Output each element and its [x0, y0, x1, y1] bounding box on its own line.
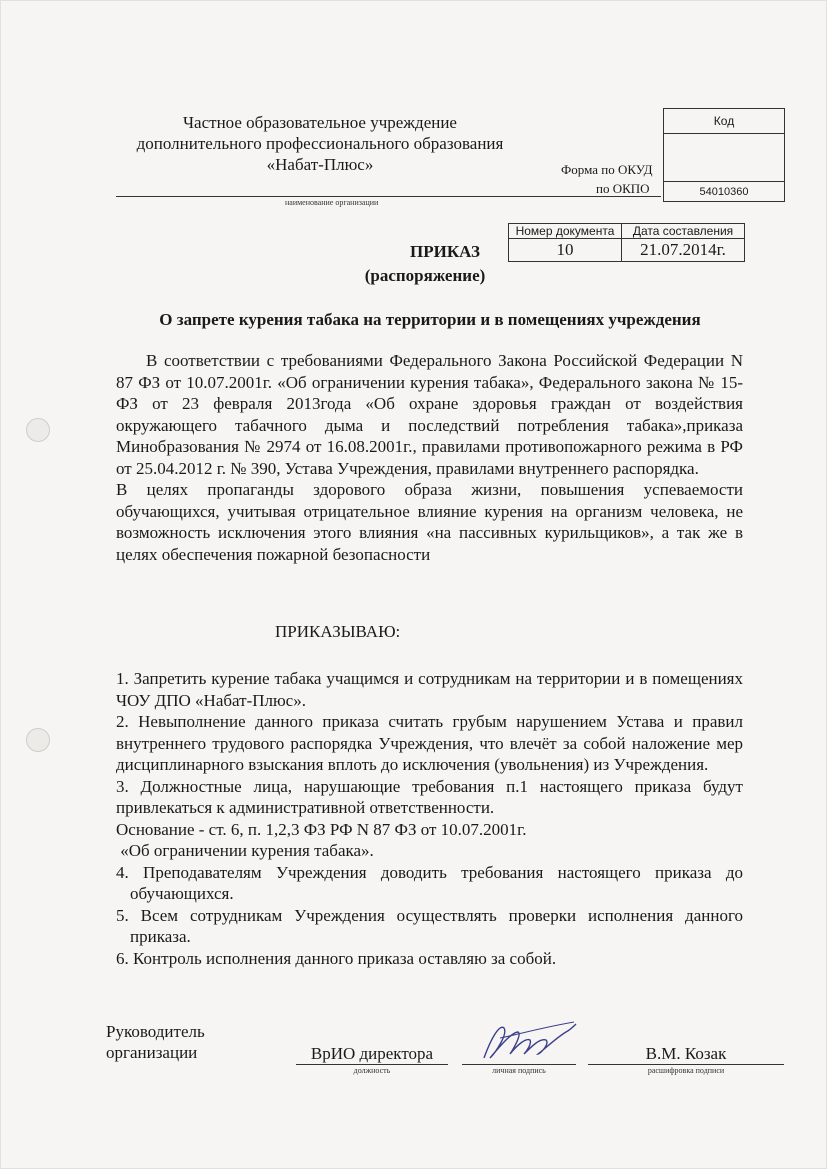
- order-basis-law: «Об ограничении курения табака».: [116, 841, 374, 860]
- order-word: ПРИКАЗЫВАЮ:: [275, 622, 401, 641]
- order-item-6: 6. Контроль исполнения данного приказа оставляю за собой.: [116, 948, 557, 968]
- codes-table: [663, 108, 785, 202]
- doc-meta-table: [508, 223, 745, 262]
- okpo-value: 54010360: [664, 182, 785, 202]
- position-line: [296, 1064, 448, 1065]
- kod-header: Код: [664, 109, 785, 134]
- order-item-2: 2. Невыполнение данного приказа считать грубым нарушением Устава и правил внутреннего трудового распорядка Учреждения, что влечёт за собой наложение мер дисциплинарного взыскания вплоть до исключения (увольнения) из Учреждения.: [116, 712, 743, 774]
- punch-hole-top: [26, 418, 50, 442]
- doc-number-header: Номер документа: [509, 224, 622, 239]
- order-subtitle: (распоряжение): [364, 266, 486, 285]
- signatory-role-line-1: Руководитель: [106, 1022, 205, 1041]
- org-line-2: дополнительного профессионального образования: [136, 134, 504, 153]
- preamble-paragraph-1: В соответствии с требованиями Федерального Закона Российской Федерации N 87 ФЗ от 10.07.2001г. «Об ограничении курения табака», Федерального закона № 15-ФЗ от 23 февраля 2013года «Об охране здоровья граждан от воздействия окружающего табачного дыма и последствий потребления табака»,приказа Минобразования № 2974 от 16.08.2001г., правилами противопожарного режима в РФ от 25.04.2012 г. № 390, Устава Учреждения, правилами внутреннего распорядка.: [116, 351, 743, 478]
- org-underline: [116, 196, 661, 197]
- order-subject: О запрете курения табака на территории и в помещениях учреждения: [159, 310, 701, 329]
- order-items: [116, 668, 743, 969]
- preamble: [116, 350, 743, 565]
- order-item-4: 4. Преподавателям Учреждения доводить требования настоящего приказа до обучающихся.: [116, 862, 743, 903]
- doc-number: 10: [509, 239, 622, 262]
- signature-caption: личная подпись: [492, 1066, 546, 1075]
- organization-name: [100, 112, 540, 175]
- order-basis: Основание - ст. 6, п. 1,2,3 ФЗ РФ N 87 ФЗ от 10.07.2001г.: [116, 819, 527, 839]
- org-caption: наименование организации: [285, 198, 379, 207]
- org-line-3: «Набат-Плюс»: [266, 155, 374, 174]
- signatory-name: В.М. Козак: [645, 1044, 727, 1063]
- order-item-5: 5. Всем сотрудникам Учреждения осуществлять проверки исполнения данного приказа.: [116, 905, 743, 946]
- signatory-position: ВрИО директора: [310, 1044, 434, 1063]
- name-caption: расшифровка подписи: [647, 1066, 725, 1075]
- okud-label: Форма по ОКУД: [561, 162, 653, 177]
- order-item-1: 1. Запретить курение табака учащимся и сотрудникам на территории и в помещениях ЧОУ ДПО «Набат-Плюс».: [116, 669, 743, 710]
- position-caption: должность: [353, 1066, 391, 1075]
- name-line: [588, 1064, 784, 1065]
- doc-date: 21.07.2014г.: [622, 239, 745, 262]
- punch-hole-bottom: [26, 728, 50, 752]
- okpo-label: по ОКПО: [596, 181, 650, 196]
- order-item-3: 3. Должностные лица, нарушающие требования п.1 настоящего приказа будут привлекаться к административной ответственности.: [116, 776, 743, 817]
- signatory-role: [106, 1021, 205, 1063]
- doc-date-header: Дата составления: [622, 224, 745, 239]
- preamble-paragraph-2: В целях пропаганды здорового образа жизни, повышения успеваемости обучающихся, учитывая отрицательное влияние курения на организм человека, не возможность исключения этого влияния «на пассивных курильщиков», а так же в целях обеспечения пожарной безопасности: [116, 480, 743, 564]
- okud-value: [664, 134, 785, 182]
- order-title: ПРИКАЗ: [410, 242, 480, 261]
- signatory-role-line-2: организации: [106, 1043, 198, 1062]
- handwritten-signature: [470, 1018, 580, 1064]
- signature-line: [462, 1064, 576, 1065]
- org-line-1: Частное образовательное учреждение: [183, 113, 457, 132]
